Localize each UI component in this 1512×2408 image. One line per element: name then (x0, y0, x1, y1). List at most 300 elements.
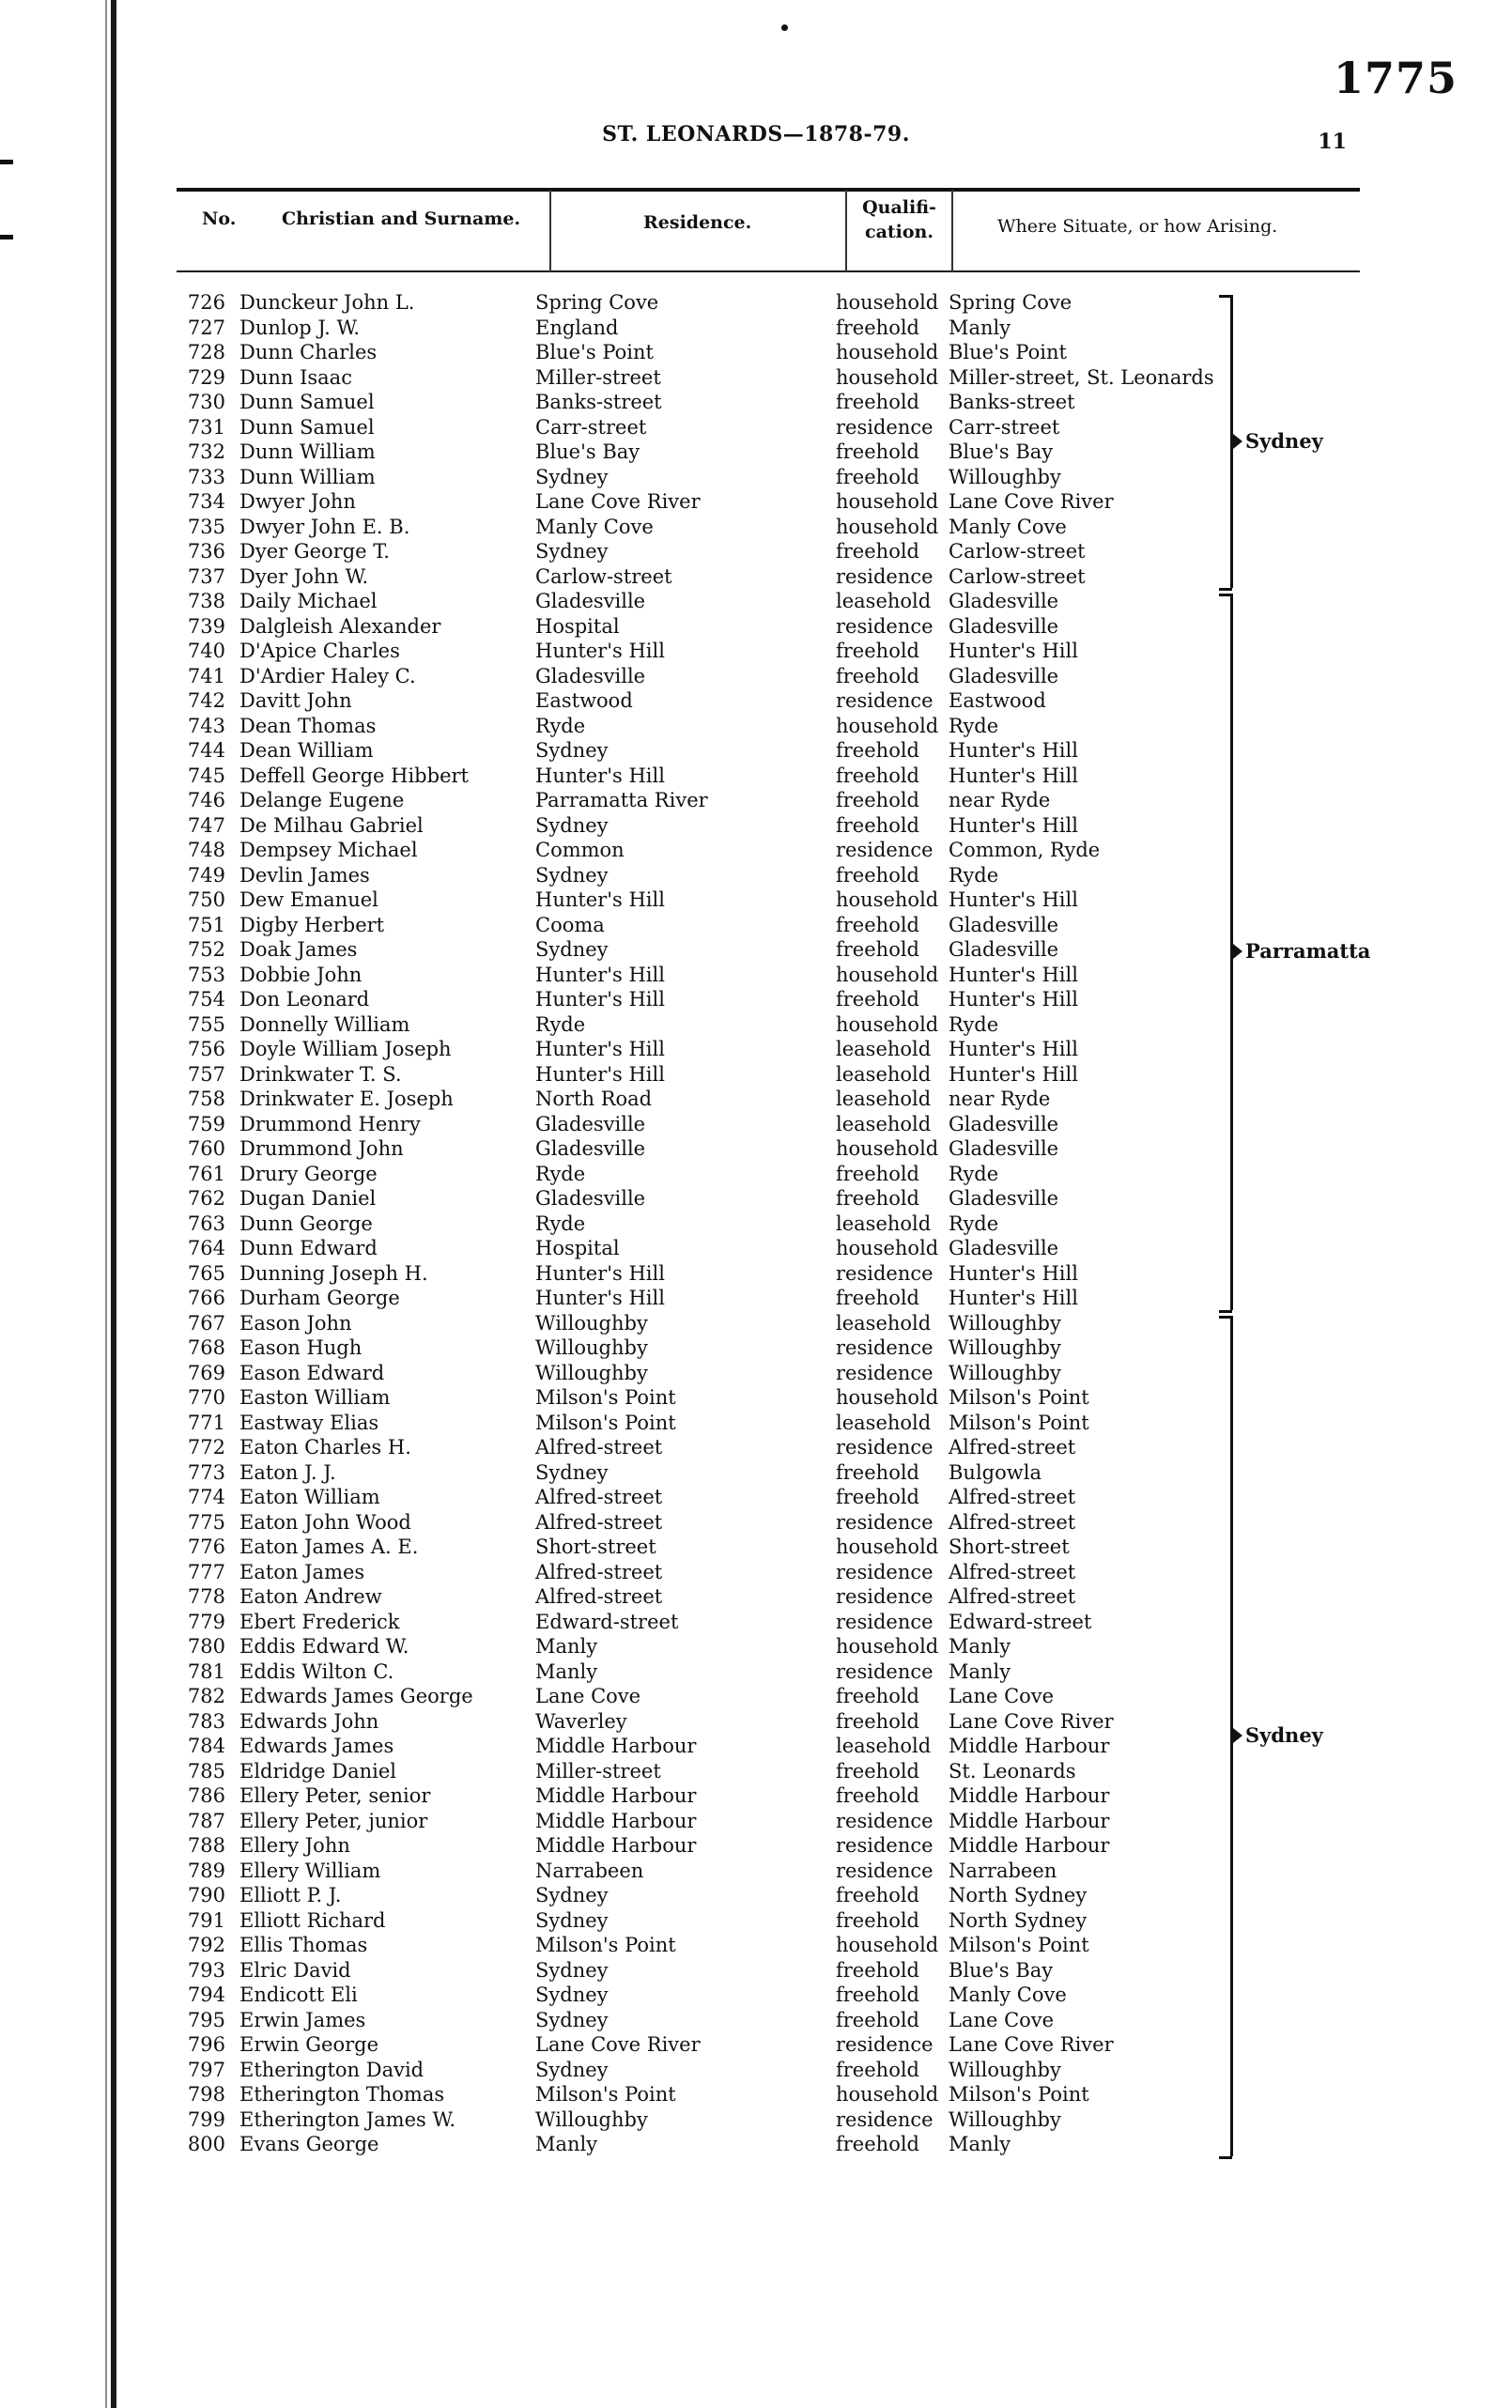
table-row (0, 1760, 1512, 1784)
where-situate: Gladesville (949, 913, 1059, 936)
row-number: 795 (187, 2008, 225, 2031)
qualification: freehold (836, 938, 919, 961)
table-row (0, 1436, 1512, 1460)
residence: Lane Cove River (535, 490, 701, 513)
residence: Alfred-street (535, 1560, 663, 1583)
residence: Ryde (535, 1012, 586, 1036)
row-number: 781 (187, 1659, 225, 1683)
qualification: leasehold (836, 1311, 932, 1335)
where-situate: Gladesville (949, 614, 1059, 638)
qualification: freehold (836, 1685, 919, 1707)
table-row (0, 1212, 1512, 1237)
row-number: 732 (187, 440, 225, 463)
residence: Willoughby (535, 1361, 648, 1384)
residence: Gladesville (535, 1112, 646, 1135)
margin-tick (0, 235, 13, 239)
residence: Parramatta River (535, 789, 708, 811)
elector-name: Donnelly William (239, 1012, 410, 1036)
where-situate: Manly (949, 1635, 1011, 1658)
residence: Sydney (535, 739, 609, 762)
elector-name: Drinkwater T. S. (239, 1062, 402, 1086)
residence: Hunter's Hill (535, 888, 665, 911)
residence: Sydney (535, 1884, 609, 1906)
row-number: 756 (187, 1038, 225, 1060)
row-number: 798 (187, 2083, 225, 2106)
where-situate: Hunter's Hill (949, 764, 1078, 787)
where-situate: Lane Cove River (949, 1709, 1114, 1733)
table-row (0, 1237, 1512, 1261)
header-residence: Residence. (643, 212, 752, 233)
residence: Hospital (535, 1237, 620, 1259)
where-situate: Short-street (949, 1536, 1070, 1558)
table-row (0, 1984, 1512, 2008)
where-situate: Ryde (949, 863, 999, 887)
where-situate: Alfred-street (949, 1585, 1076, 1608)
table-row (0, 1536, 1512, 1560)
row-number: 775 (187, 1510, 225, 1534)
residence: Hunter's Hill (535, 1038, 665, 1060)
table-row (0, 516, 1512, 540)
elector-name: Doak James (239, 938, 358, 961)
row-number: 794 (187, 1984, 225, 2006)
residence: Waverley (535, 1709, 627, 1733)
where-situate: Alfred-street (949, 1486, 1076, 1508)
residence: Alfred-street (535, 1486, 663, 1508)
residence: Gladesville (535, 590, 646, 612)
elector-name: Ellery John (239, 1834, 350, 1857)
qualification: leasehold (836, 1735, 932, 1757)
elector-name: Eason John (239, 1311, 352, 1335)
where-situate: Middle Harbour (949, 1834, 1110, 1857)
row-number: 747 (187, 813, 225, 837)
residence: Hunter's Hill (535, 988, 665, 1011)
where-situate: Hunter's Hill (949, 1062, 1078, 1086)
table-row (0, 739, 1512, 764)
elector-name: Eaton James A. E. (239, 1536, 419, 1558)
where-situate: Blue's Bay (949, 1958, 1054, 1982)
table-row (0, 466, 1512, 490)
row-number: 779 (187, 1610, 225, 1633)
table-row (0, 1635, 1512, 1659)
where-situate: Manly (949, 316, 1011, 339)
elector-name: Dalgleish Alexander (239, 614, 441, 638)
table-row (0, 1561, 1512, 1585)
residence: Alfred-street (535, 1436, 663, 1459)
table-row (0, 1860, 1512, 1884)
table-row (0, 814, 1512, 839)
residence: Sydney (535, 540, 609, 563)
row-number: 797 (187, 2058, 225, 2081)
bracket-cap (1219, 2156, 1232, 2159)
row-number: 753 (187, 963, 225, 986)
where-situate: Hunter's Hill (949, 888, 1078, 911)
residence: Middle Harbour (535, 1784, 697, 1807)
row-number: 789 (187, 1859, 225, 1882)
where-situate: Lane Cove (949, 1685, 1055, 1707)
qualification: household (836, 1536, 939, 1558)
row-number: 731 (187, 415, 225, 439)
row-number: 796 (187, 2033, 225, 2056)
qualification: freehold (836, 1908, 919, 1932)
where-situate: Willoughby (949, 1311, 1061, 1335)
table-row (0, 1934, 1512, 1958)
where-situate: Middle Harbour (949, 1735, 1110, 1757)
qualification: household (836, 515, 939, 538)
residence: North Road (535, 1088, 653, 1110)
residence: Short-street (535, 1536, 656, 1558)
table-row (0, 1262, 1512, 1287)
table-row (0, 665, 1512, 689)
table-row (0, 1187, 1512, 1212)
residence: Alfred-street (535, 1510, 663, 1534)
elector-name: Drury George (239, 1162, 378, 1185)
qualification: residence (836, 1659, 933, 1683)
margin-tick (0, 160, 13, 164)
where-situate: Willoughby (949, 2107, 1061, 2131)
elector-name: Deffell George Hibbert (239, 764, 469, 787)
row-number: 771 (187, 1411, 225, 1434)
elector-name: Eason Hugh (239, 1336, 363, 1359)
qualification: freehold (836, 664, 919, 687)
elector-name: De Milhau Gabriel (239, 813, 424, 837)
residence: Hunter's Hill (535, 640, 665, 662)
table-row (0, 2009, 1512, 2033)
where-situate: near Ryde (949, 789, 1051, 811)
residence: Sydney (535, 1958, 609, 1982)
residence: Sydney (535, 465, 609, 488)
row-number: 729 (187, 365, 225, 389)
table-row (0, 565, 1512, 590)
where-situate: Carlow-street (949, 564, 1086, 588)
table-row (0, 1013, 1512, 1038)
elector-name: Devlin James (239, 863, 370, 887)
qualification: residence (836, 415, 933, 439)
row-number: 774 (187, 1486, 225, 1508)
row-number: 785 (187, 1759, 225, 1783)
table-row (0, 316, 1512, 341)
elector-name: Ellery Peter, senior (239, 1784, 431, 1807)
qualification: leasehold (836, 1411, 932, 1434)
qualification: freehold (836, 1162, 919, 1185)
where-situate: Ryde (949, 714, 999, 737)
where-situate: Willoughby (949, 1336, 1061, 1359)
qualification: residence (836, 2033, 933, 2056)
table-row (0, 640, 1512, 664)
where-situate: Milson's Point (949, 2083, 1089, 2106)
row-number: 759 (187, 1112, 225, 1135)
row-number: 752 (187, 938, 225, 961)
row-number: 750 (187, 888, 225, 911)
residence: Banks-street (535, 391, 662, 413)
row-number: 726 (187, 291, 225, 314)
table-row (0, 964, 1512, 988)
where-situate: Hunter's Hill (949, 988, 1078, 1011)
table-row (0, 291, 1512, 316)
table-row (0, 1336, 1512, 1361)
where-situate: Lane Cove River (949, 2033, 1114, 2056)
elector-name: Dunn Charles (239, 341, 378, 363)
elector-name: Dunn William (239, 465, 376, 488)
qualification: leasehold (836, 1112, 932, 1135)
qualification: freehold (836, 813, 919, 837)
where-situate: North Sydney (949, 1884, 1088, 1906)
elector-name: Etherington Thomas (239, 2083, 445, 2106)
row-number: 770 (187, 1386, 225, 1409)
residence: Manly (535, 1659, 598, 1683)
row-number: 758 (187, 1088, 225, 1110)
qualification: freehold (836, 913, 919, 936)
row-number: 751 (187, 913, 225, 936)
elector-name: Eaton William (239, 1486, 380, 1508)
column-divider (845, 190, 847, 272)
elector-name: Dunn Samuel (239, 415, 375, 439)
row-number: 744 (187, 739, 225, 762)
elector-name: Digby Herbert (239, 913, 385, 936)
table-row (0, 1137, 1512, 1162)
row-number: 742 (187, 689, 225, 712)
row-number: 748 (187, 839, 225, 861)
where-situate: Bulgowla (949, 1460, 1041, 1484)
residence: Sydney (535, 863, 609, 887)
residence: Hunter's Hill (535, 1287, 665, 1309)
qualification: residence (836, 1610, 933, 1633)
qualification: freehold (836, 1486, 919, 1508)
qualification: leasehold (836, 1062, 932, 1086)
row-number: 733 (187, 465, 225, 488)
elector-name: Drummond Henry (239, 1112, 421, 1135)
page-number: 1775 (1333, 53, 1458, 103)
qualification: freehold (836, 640, 919, 662)
elector-name: Dunn George (239, 1212, 373, 1235)
residence: Sydney (535, 1908, 609, 1932)
bracket-point (1233, 1728, 1242, 1743)
elector-name: Eaton Andrew (239, 1585, 382, 1608)
elector-name: Delange Eugene (239, 789, 405, 811)
where-situate: Hunter's Hill (949, 640, 1078, 662)
qualification: household (836, 365, 939, 389)
elector-name: Don Leonard (239, 988, 370, 1011)
where-situate: Manly (949, 1659, 1011, 1683)
qualification: freehold (836, 789, 919, 811)
qualification: freehold (836, 1984, 919, 2006)
residence: Gladesville (535, 1137, 646, 1160)
residence: Alfred-street (535, 1585, 663, 1608)
column-divider (951, 190, 953, 272)
elector-name: Elliott P. J. (239, 1884, 342, 1906)
row-number: 784 (187, 1735, 225, 1757)
residence: Lane Cove (535, 1685, 641, 1707)
elector-name: Dyer George T. (239, 540, 390, 563)
row-number: 773 (187, 1460, 225, 1484)
elector-name: Dunn Samuel (239, 391, 375, 413)
residence: Gladesville (535, 1187, 646, 1210)
table-row (0, 1585, 1512, 1610)
elector-name: Evans George (239, 2133, 379, 2155)
residence: Blue's Point (535, 341, 654, 363)
qualification: freehold (836, 391, 919, 413)
residence: Sydney (535, 938, 609, 961)
row-number: 737 (187, 564, 225, 588)
elector-name: Ebert Frederick (239, 1610, 400, 1633)
table-row (0, 2083, 1512, 2107)
qualification: residence (836, 1510, 933, 1534)
elector-name: Dempsey Michael (239, 839, 418, 861)
residence: Narrabeen (535, 1859, 644, 1882)
where-situate: Narrabeen (949, 1859, 1057, 1882)
row-number: 776 (187, 1536, 225, 1558)
sub-page-number: 11 (1318, 130, 1347, 154)
table-row (0, 1362, 1512, 1386)
where-situate: Hunter's Hill (949, 1287, 1078, 1309)
row-number: 799 (187, 2107, 225, 2131)
qualification: household (836, 1237, 939, 1259)
elector-name: Dunn Isaac (239, 365, 352, 389)
residence: Willoughby (535, 1336, 648, 1359)
where-situate: Common, Ryde (949, 839, 1101, 861)
table-row (0, 1909, 1512, 1934)
row-number: 778 (187, 1585, 225, 1608)
qualification: household (836, 888, 939, 911)
qualification: freehold (836, 2008, 919, 2031)
row-number: 792 (187, 1934, 225, 1956)
row-number: 790 (187, 1884, 225, 1906)
table-row (0, 615, 1512, 640)
bracket-cap (1219, 594, 1232, 596)
where-situate: Lane Cove (949, 2008, 1055, 2031)
row-number: 768 (187, 1336, 225, 1359)
row-number: 766 (187, 1287, 225, 1309)
table-row (0, 888, 1512, 913)
table-row (0, 1386, 1512, 1411)
where-situate: near Ryde (949, 1088, 1051, 1110)
where-situate: Eastwood (949, 689, 1046, 712)
elector-name: Eddis Edward W. (239, 1635, 409, 1658)
qualification: residence (836, 1336, 933, 1359)
elector-name: Ellis Thomas (239, 1934, 368, 1956)
row-number: 763 (187, 1212, 225, 1235)
residence: Sydney (535, 1984, 609, 2006)
elector-name: Durham George (239, 1287, 400, 1309)
where-situate: Manly (949, 2133, 1011, 2155)
table-row (0, 540, 1512, 564)
residence: Sydney (535, 813, 609, 837)
table-row (0, 490, 1512, 515)
residence: Ryde (535, 1162, 586, 1185)
table-row (0, 839, 1512, 863)
bracket-point (1233, 944, 1242, 959)
elector-name: Dugan Daniel (239, 1187, 377, 1210)
where-situate: Manly Cove (949, 1984, 1067, 2006)
where-situate: Ryde (949, 1012, 999, 1036)
residence: Ryde (535, 1212, 586, 1235)
qualification: freehold (836, 465, 919, 488)
row-number: 772 (187, 1436, 225, 1459)
table-row (0, 689, 1512, 714)
where-situate: Ryde (949, 1212, 999, 1235)
where-situate: Gladesville (949, 590, 1059, 612)
where-situate: Gladesville (949, 1187, 1059, 1210)
where-situate: Spring Cove (949, 291, 1072, 314)
table-row (0, 590, 1512, 614)
residence: Middle Harbour (535, 1735, 697, 1757)
elector-name: Dwyer John (239, 490, 356, 513)
ink-dot (781, 24, 788, 31)
where-situate: Miller-street, St. Leonards (949, 365, 1214, 389)
qualification: residence (836, 839, 933, 861)
elector-name: Eason Edward (239, 1361, 385, 1384)
row-number: 788 (187, 1834, 225, 1857)
elector-name: Dunn Edward (239, 1237, 378, 1259)
elector-name: Erwin George (239, 2033, 379, 2056)
elector-name: Erwin James (239, 2008, 366, 2031)
row-number: 780 (187, 1635, 225, 1658)
where-situate: Blue's Bay (949, 440, 1054, 463)
header-qualification: Qualifi- cation. (862, 197, 936, 242)
elector-name: Drinkwater E. Joseph (239, 1088, 454, 1110)
qualification: residence (836, 1560, 933, 1583)
qualification: household (836, 714, 939, 737)
residence: Sydney (535, 2058, 609, 2081)
bracket-cap (1219, 295, 1232, 298)
row-number: 754 (187, 988, 225, 1011)
elector-name: Dunn William (239, 440, 376, 463)
row-number: 739 (187, 614, 225, 638)
row-number: 743 (187, 714, 225, 737)
elector-name: Dunlop J. W. (239, 316, 361, 339)
table-row (0, 1810, 1512, 1834)
table-row (0, 1834, 1512, 1859)
residence: Milson's Point (535, 1386, 676, 1409)
elector-name: Dobbie John (239, 963, 363, 986)
where-situate: Ryde (949, 1162, 999, 1185)
where-situate: Middle Harbour (949, 1809, 1110, 1832)
residence: Edward-street (535, 1610, 679, 1633)
residence: Spring Cove (535, 291, 659, 314)
where-situate: Banks-street (949, 391, 1075, 413)
elector-name: Ellery Peter, junior (239, 1809, 428, 1832)
elector-name: Ellery William (239, 1859, 381, 1882)
bracket-cap (1219, 1316, 1232, 1319)
where-situate: Hunter's Hill (949, 1038, 1078, 1060)
qualification: freehold (836, 440, 919, 463)
row-number: 745 (187, 764, 225, 787)
where-situate: Carlow-street (949, 540, 1086, 563)
elector-name: D'Apice Charles (239, 640, 400, 662)
row-number: 800 (187, 2133, 225, 2155)
table-row (0, 1088, 1512, 1112)
row-number: 740 (187, 640, 225, 662)
row-number: 782 (187, 1685, 225, 1707)
residence: Sydney (535, 2008, 609, 2031)
elector-name: Dunning Joseph H. (239, 1261, 428, 1285)
elector-name: Eaton John Wood (239, 1510, 411, 1534)
where-situate: St. Leonards (949, 1759, 1076, 1783)
residence: Hospital (535, 614, 620, 638)
qualification: residence (836, 1261, 933, 1285)
qualification: freehold (836, 2058, 919, 2081)
qualification: leasehold (836, 1212, 932, 1235)
qualification: household (836, 2083, 939, 2106)
where-situate: Milson's Point (949, 1386, 1089, 1409)
elector-name: Eastway Elias (239, 1411, 379, 1434)
elector-name: Eaton Charles H. (239, 1436, 411, 1459)
residence: Lane Cove River (535, 2033, 701, 2056)
row-number: 738 (187, 590, 225, 612)
table-row (0, 1412, 1512, 1436)
qualification: household (836, 963, 939, 986)
where-situate: Gladesville (949, 938, 1059, 961)
where-situate: Milson's Point (949, 1934, 1089, 1956)
